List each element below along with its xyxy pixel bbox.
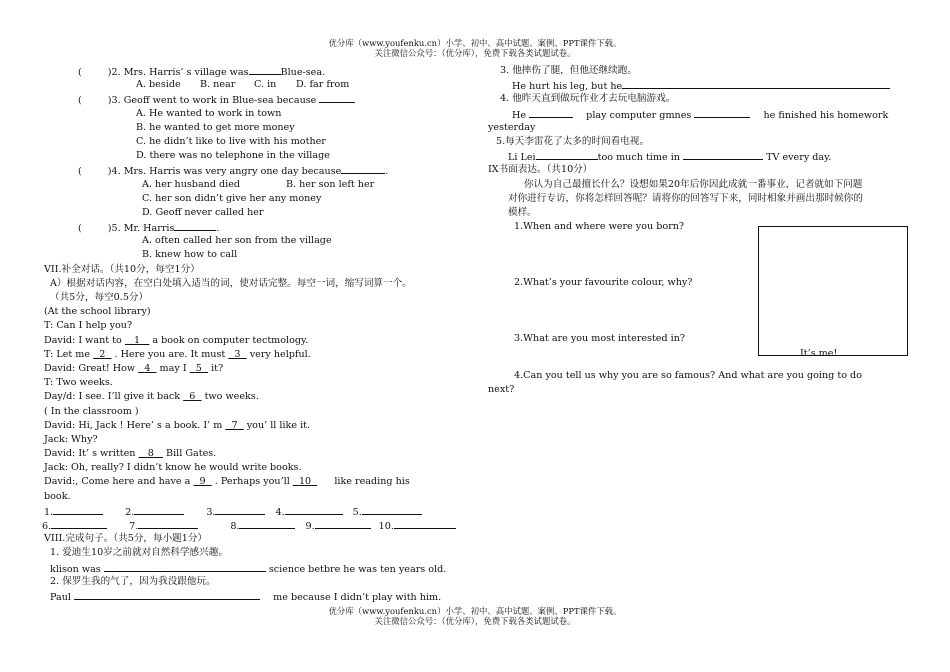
dialogue-scene-library: (At the school library) — [44, 306, 151, 318]
blank-number: 3 — [234, 348, 241, 360]
blank-number: 2 — [99, 348, 106, 360]
dialogue-line: David: It’ s written 8 Bill Gates. — [44, 448, 217, 460]
reading-q5-option-a: A. often called her son from the village — [142, 235, 332, 247]
section7-instructions: A）根据对话内容，在空白处填入适当的词，使对话完整。每空一词，缩写词算一个。 — [50, 277, 412, 289]
reading-q2-options: A. beside B. near C. in D. far from — [136, 79, 350, 91]
section8-title: VIII.完成句子。（共5分，每小题1分） — [44, 533, 208, 545]
answer-blank[interactable] — [529, 107, 573, 118]
blank-number: 1 — [134, 334, 141, 346]
blank[interactable] — [341, 163, 385, 174]
reading-q3-option-a: A. He wanted to work in town — [136, 107, 282, 119]
answer-blank[interactable] — [622, 78, 890, 89]
interview-question-2: 2.What’s your favourite colour, why? — [514, 277, 693, 289]
drawing-caption: It’s me! — [800, 348, 838, 359]
dialogue-scene-classroom: ( In the classroom ) — [44, 405, 139, 417]
reading-q2: ( )2. Mrs. Harris’ s village was Blue-sea. — [44, 64, 476, 78]
dialogue-line: T: Two weeks. — [44, 377, 113, 389]
answer-row-2: 6. 7. 8. 9. 10. — [42, 518, 476, 532]
answer-blank[interactable] — [362, 504, 422, 515]
reading-q4-option-c: C. her son didn’t give her any money — [142, 192, 322, 204]
answer-blank[interactable] — [239, 518, 295, 529]
sentence-5-english: Li Lei too much time in TV every day. — [488, 149, 916, 163]
blank[interactable] — [249, 64, 281, 75]
sentence-2-english: Paul me because I didn’t play with him. — [44, 589, 476, 603]
section9-prompt-2: 对你进行专访，你将怎样回答呢？请将你的回答写下来，同时相象并画出那时候你的 — [508, 192, 863, 204]
blank-number: 5 — [195, 362, 202, 374]
answer-blank[interactable] — [394, 518, 456, 529]
sentence-1-chinese: 1. 爱迪生10岁之前就对自然科学感兴趣。 — [50, 547, 228, 559]
answer-blank[interactable] — [104, 561, 266, 572]
dialogue-line: Jack: Oh, really? I didn’t know he would write books. — [44, 462, 302, 474]
reading-q4-option-d: D. Geoff never called her — [142, 206, 264, 218]
dialogue-line: David: Hi, Jack ! Here’ s a book. I’ m 7 you’ ll like it. — [44, 419, 311, 431]
dialogue-line: T: Let me 2 . Here you are. It must 3 very helpful. — [44, 348, 311, 360]
answer-blank[interactable] — [134, 504, 184, 515]
left-column — [44, 64, 476, 603]
answer-blank[interactable] — [285, 504, 343, 515]
footer-line-1: 优分库（www.youfenku.cn）小学、初中、高中试题、案例、PPT课件下载。 — [328, 606, 622, 616]
answer-row-1: 1. 2. 3. 4. 5. — [44, 504, 476, 518]
reading-q3-option-c: C. he didn’t like to live with his mother — [136, 135, 326, 147]
section7-title: VII.补全对话。（共10分，每空1分） — [44, 263, 200, 275]
reading-q3: ( )3. Geoff went to work in Blue-sea because — [44, 92, 476, 106]
section7-instructions-2: （共5分，每空0.5分） — [50, 292, 149, 303]
blank-number: 7 — [231, 419, 238, 431]
drawing-box[interactable] — [758, 226, 908, 356]
sentence-1-english: klison was science betbre he was ten years old. — [44, 561, 476, 575]
sentence-4-chinese: 4. 他昨天直到做玩作业才去玩电脑游戏。 — [500, 93, 676, 105]
section9-prompt-3: 模样。 — [508, 206, 537, 218]
dialogue-line: Day/d: I see. I’ll give it back 6 two weeks. — [44, 391, 259, 403]
blank[interactable] — [174, 220, 216, 231]
interview-question-4-continued: next? — [488, 383, 515, 395]
blank-number: 8 — [147, 448, 154, 460]
sentence-5-chinese: 5.每天李雷花了太多的时间看电视。 — [496, 135, 650, 147]
header-line-2: 关注微信公众号：（优分库），免费下载各类试题试卷。 — [374, 48, 576, 58]
dialogue-line: T: Can I help you? — [44, 320, 133, 332]
sentence-3-english: He hurt his leg, but he — [488, 78, 916, 92]
blank[interactable] — [319, 92, 355, 103]
reading-q5-option-b: B. knew how to call — [142, 249, 238, 261]
reading-q3-option-b: B. he wanted to get more money — [136, 121, 295, 133]
answer-blank[interactable] — [138, 518, 198, 529]
blank-number: 9 — [199, 476, 206, 488]
answer-blank[interactable] — [51, 518, 107, 529]
dialogue-line: book. — [44, 490, 71, 502]
sentence-3-chinese: 3. 他摔伤了腿，但他还继续跑。 — [500, 65, 637, 76]
page-header — [0, 38, 950, 58]
dialogue-line: David:, Come here and have a 9 . Perhaps you’ll 10 like reading his — [44, 476, 410, 488]
answer-blank[interactable] — [74, 589, 260, 600]
blank-number: 6 — [189, 391, 196, 403]
reading-q4: ( )4. Mrs. Harris was very angry one day because . — [44, 163, 476, 177]
reading-q5: ( )5. Mr. Harris . — [44, 220, 476, 234]
answer-blank[interactable] — [536, 149, 598, 160]
sentence-2-chinese: 2. 保罗生我的气了，因为我没跟他玩。 — [50, 575, 216, 587]
dialogue-line: David: Great! How 4 may I 5 it? — [44, 362, 224, 374]
answer-blank[interactable] — [215, 504, 265, 515]
section9-title: IX书面表达。（共10分） — [488, 164, 593, 176]
sentence-4-continued: yesterday — [488, 121, 536, 133]
interview-question-1: 1.When and where were you born? — [514, 221, 685, 233]
section9-prompt-1: 你认为自己最擅长什么？设想如果20年后你因此成就一番事业，记者就如下问题 — [524, 178, 863, 190]
sentence-4-english: He play computer gmnes he finished his homework — [488, 107, 916, 121]
answer-blank[interactable] — [694, 107, 750, 118]
reading-q3-option-d: D. there was no telephone in the village — [136, 150, 330, 162]
interview-question-4: 4.Can you tell us why you are so famous? And what are you going to do — [514, 369, 862, 381]
answer-blank[interactable] — [683, 149, 763, 160]
dialogue-line: David: I want to 1 a book on computer tectmology. — [44, 334, 309, 346]
dialogue-line: Jack: Why? — [44, 433, 98, 445]
reading-q4-options-ab: A. her husband died B. her son left her — [142, 178, 375, 190]
answer-blank[interactable] — [315, 518, 371, 529]
blank-number: 4 — [144, 362, 151, 374]
blank-number: 10 — [298, 476, 312, 488]
page-footer — [0, 606, 950, 626]
answer-blank[interactable] — [53, 504, 103, 515]
interview-question-3: 3.What are you most interested in? — [514, 333, 686, 345]
header-line-1: 优分库（www.youfenku.cn）小学、初中、高中试题、案例、PPT课件下载。 — [328, 38, 622, 48]
footer-line-2: 关注微信公众号：（优分库），免费下载各类试题试卷。 — [374, 616, 576, 626]
